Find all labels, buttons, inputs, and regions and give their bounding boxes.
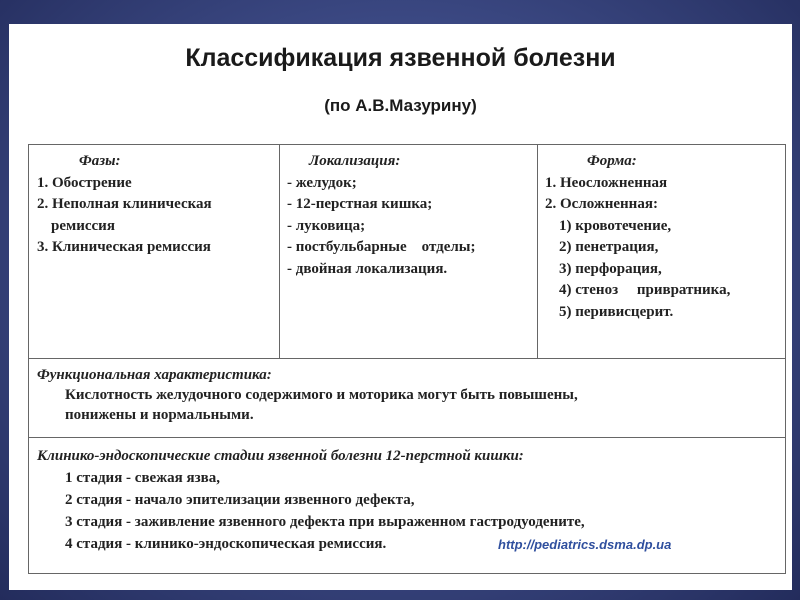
functional-header: Функциональная характеристика: [37,367,272,383]
row-divider-2 [29,437,785,438]
localization-item: - 12-перстная кишка; [287,196,433,212]
column-divider-1 [279,145,280,358]
form-item: 1. Неосложненная [545,174,668,191]
phases-cell [37,151,212,259]
form-subitem: 4) стеноз привратника, [559,282,731,298]
localization-item: - желудок; [287,174,357,191]
phase-item: ремиссия [51,217,115,234]
column-divider-2 [537,145,538,358]
localization-item: - луковица; [287,217,366,234]
stage-line: 3 стадия - заживление язвенного дефекта при выраженном гастродуодените, [65,514,585,530]
source-link[interactable]: http://pediatrics.dsma.dp.ua [498,537,672,552]
form-cell [545,151,730,323]
slide-subtitle: (по А.В.Мазурину) [324,96,477,115]
phase-item: 1. Обострение [37,174,132,191]
functional-line: понижены и нормальными. [65,407,254,423]
form-item: 2. Осложненная: [545,196,658,212]
localization-item: - постбульбарные отделы; [287,239,476,255]
stage-line: 4 стадия - клинико-эндоскопическая ремиссия. [65,536,387,552]
phases-header: Фазы: [79,153,121,169]
form-header: Форма: [587,153,637,169]
slide-title: Классификация язвенной болезни [185,44,616,72]
form-subitem: 3) перфорация, [559,260,662,277]
localization-cell [287,151,476,280]
stage-line: 1 стадия - свежая язва, [65,470,220,486]
form-subitem: 5) перивисцерит. [559,303,674,320]
form-subitem: 2) пенетрация, [559,239,659,255]
classification-table [28,144,786,574]
row-divider-1 [29,358,785,359]
form-subitem: 1) кровотечение, [559,217,672,234]
localization-header: Локализация: [309,153,401,169]
functional-line: Кислотность желудочного содержимого и моторика могут быть повышены, [65,387,578,403]
phase-item: 3. Клиническая ремиссия [37,239,211,255]
localization-item: - двойная локализация. [287,260,448,277]
slide [9,24,792,590]
functional-cell [37,365,578,425]
stage-line: 2 стадия - начало эпителизации язвенного дефекта, [65,492,415,508]
stages-header: Клинико-эндоскопические стадии язвенной болезни 12-перстной кишки: [37,448,524,464]
phase-item: 2. Неполная клиническая [37,196,212,212]
